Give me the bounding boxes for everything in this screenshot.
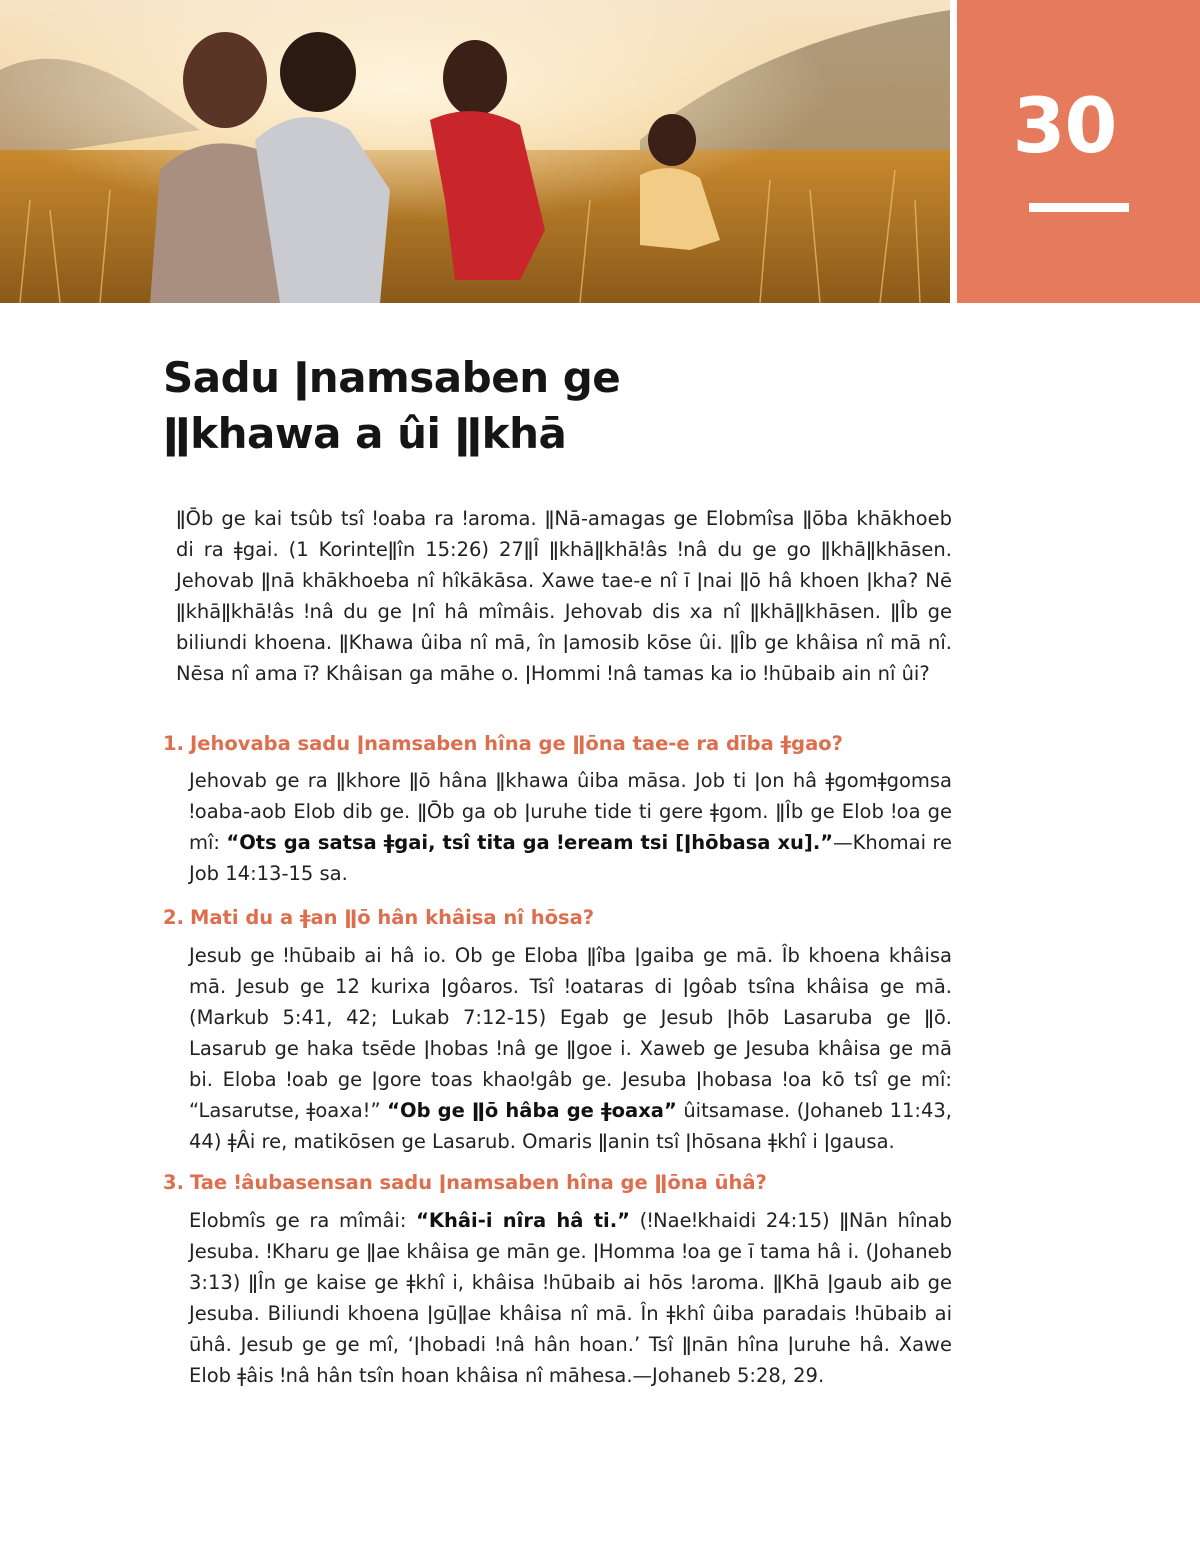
paragraph-text: Elobmîs ge ra mîmâi: (189, 1209, 417, 1232)
answer-paragraph-3 (189, 1205, 952, 1391)
question-1 (163, 730, 963, 758)
question-3 (163, 1169, 963, 1197)
question-2 (163, 904, 963, 932)
hero-photo (0, 0, 950, 303)
question-text: Mati du a ǂan ǁō hân khâisa nî hōsa? (189, 906, 595, 929)
page-title (163, 350, 923, 462)
intro-paragraph: ǁŌb ge kai tsûb tsî ǃoaba ra ǃaroma. ǁNā-amagas ge Elobmîsa ǁōba khākhoeb di ra ǂgai. (1 Korinteǁîn 15:26) 27ǁÎ ǁkhāǁkhāǃâs ǃnâ du ge go ǁkhāǁkhāsen. Jehovab ǁnā khākhoeba nî hîkākāsa. Xawe tae-e nî ī ǀnai ǁō hâ khoen ǀkha? Nē ǁkhāǁkhāǃâs ǃnâ du ge ǀnî hâ mîmâis. Jehovab dis xa nî ǁkhāǁkhāsen. ǁÎb ge biliundi khoena. ǁKhawa ûiba nî mā, în ǀamosib kōse ûi. ǁÎb ge khâisa nî mā nî. Nēsa nî ama ī? Khâisan ga māhe o. ǀHommi ǃnâ tamas ka io ǃhūbaib ain nî ûi? (176, 507, 952, 685)
question-number: 2. (163, 906, 184, 929)
paragraph-text: Jesub ge ǃhūbaib ai hâ io. Ob ge Eloba ǁîba ǀgaiba ge mā. Îb khoena khâisa mā. Jesub ge 12 kurixa ǀgôaros. Tsî ǃoataras di ǀgôab tsîna khâisa ge mā. (Markub 5:41, 42; Lukab 7:12-15) Egab ge Jesub ǀhōb Lasaruba ge ǁō. Lasarub ge haka tsēde ǀhobas ǃnâ ge ǁgoe i. Xaweb ge Jesuba khâisa ge mā bi. Eloba ǃoab ge ǀgore toas khaoǃgâb ge. Jesuba ǀhobasa ǃoa kō tsî ge mî: “Lasarutse, ǂoaxa!” (189, 944, 952, 1122)
title-line-1: Sadu ǀnamsaben ge (163, 353, 621, 402)
question-text: Tae ǃâubasensan sadu ǀnamsaben hîna ge ǁōna ūhâ? (189, 1171, 767, 1194)
paragraph-text: Jehovab ge ra ǁkhore ǁō hâna ǁkhawa ûiba māsa. Job ti ǀon hâ ǂgomǂgomsa ǃoaba-aob Elob dib ge. ǁŌb ga ob ǀuruhe tide ti gere ǂgom. ǁÎb ge Elob ǃoa ge mî: (189, 769, 952, 854)
answer-paragraph-2 (189, 940, 952, 1157)
lesson-number-box (957, 0, 1200, 303)
lesson-number-underline (1029, 203, 1129, 212)
paragraph-text: ûitsamase. (Johaneb 11:43, 44) ǂÂi re, matikōsen ge Lasarub. Omaris ǁanin tsî ǀhōsana ǂkhî i ǀgausa. (189, 1099, 953, 1153)
question-number: 3. (163, 1171, 184, 1194)
family-in-meadow-photo-icon (0, 0, 950, 303)
paragraph-text: —Khomai re Job 14:13-15 sa. (189, 831, 952, 885)
lesson-number: 30 (1012, 81, 1117, 170)
title-line-2: ǁkhawa a ûi ǁkhā (163, 409, 567, 458)
paragraph-text: (ǃNaeǃkhaidi 24:15) ǁNān hînab Jesuba. ǃKharu ge ǁae khâisa ge mān ge. ǀHomma ǃoa ge ī tama hâ i. (Johaneb 3:13) ǁÎn ge kaise ge ǂkhî i, khâisa ǃhūbaib ai hōs ǃaroma. ǁKhā ǀgaub aib ge Jesuba. Biliundi khoena ǀgūǁae khâisa nî mā. În ǂkhî ûiba paradais ǃhūbaib ai ūhâ. Jesub ge ge mî, ‘ǀhobadi ǃnâ hân hoan.’ Tsî ǁnān hîna ǀuruhe hâ. Xawe Elob ǂâis ǃnâ hân tsîn hoan khâisa nî māhesa.—Johaneb 5:28, 29. (189, 1209, 952, 1387)
scripture-quote: “Ots ga satsa ǂgai, tsî tita ga ǃeream tsi [ǀhōbasa xu].” (226, 831, 834, 854)
scripture-quote: “Khâi-i nîra hâ ti.” (416, 1209, 630, 1232)
scripture-quote: “Ob ge ǁō hâba ge ǂoaxa” (387, 1099, 677, 1122)
question-text: Jehovaba sadu ǀnamsaben hîna ge ǁōna tae-e ra dība ǂgao? (189, 732, 843, 755)
question-number: 1. (163, 732, 184, 755)
answer-paragraph-1 (189, 765, 952, 889)
